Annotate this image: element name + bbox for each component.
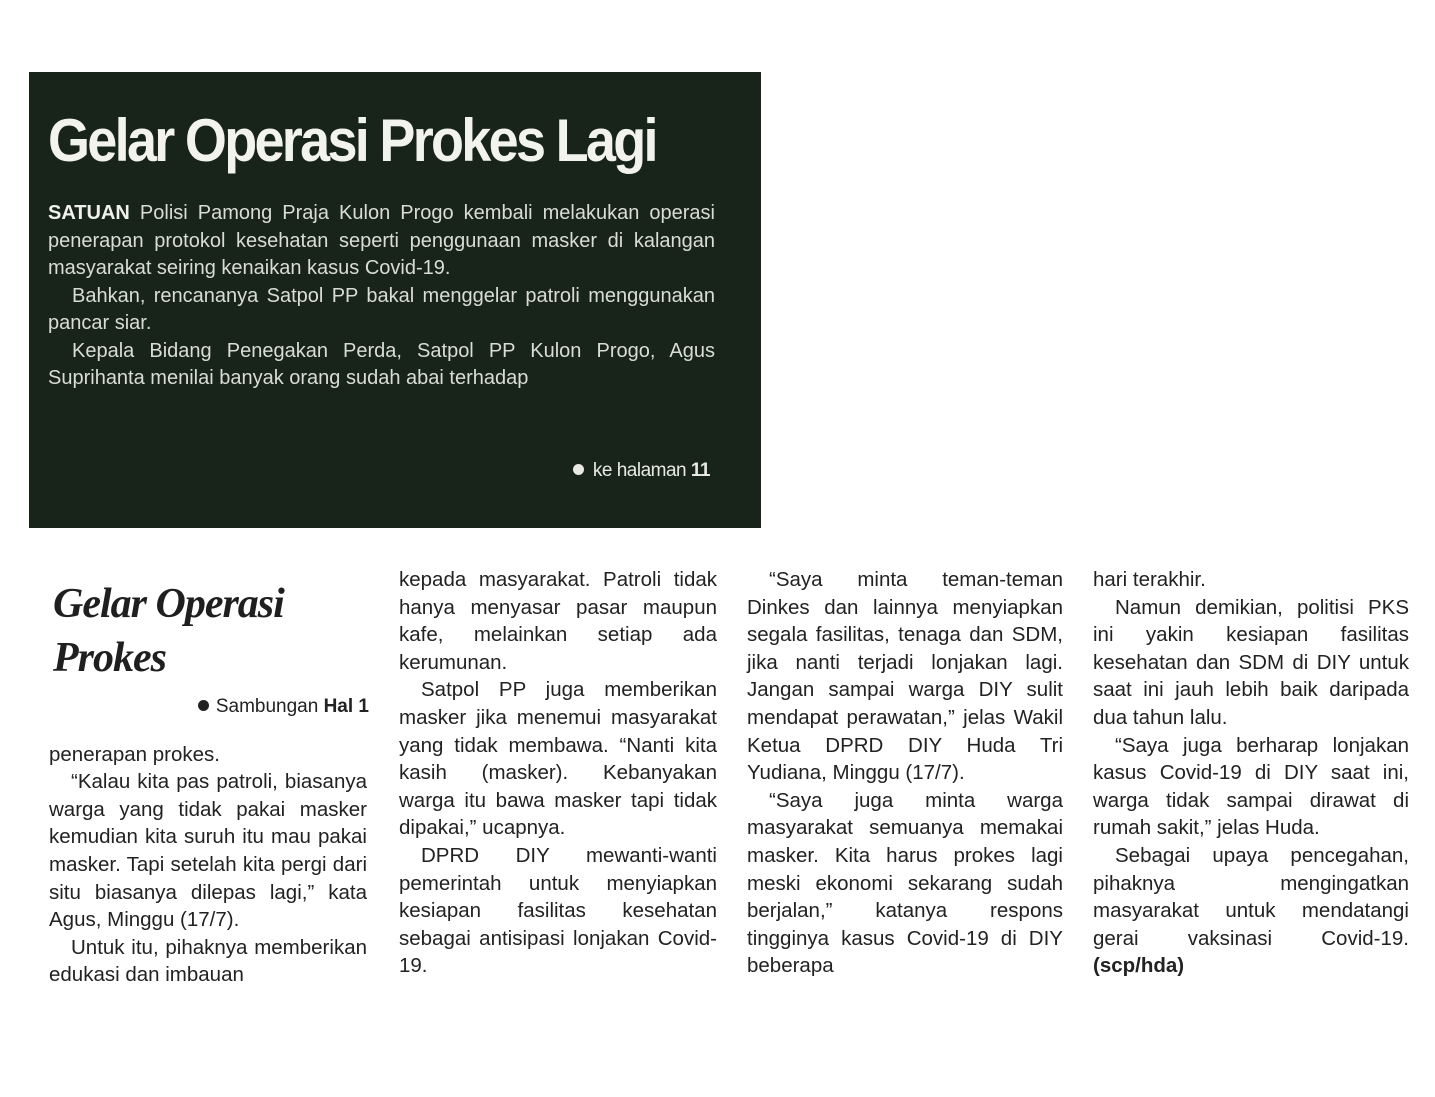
article-paragraph: “Saya minta teman-teman Dinkes dan lainnya menyiapkan segala fasilitas, tenaga dan SDM, jika nanti terjadi lonjakan lagi. Jangan sampai warga DIY sulit mendapat perawatan,” jelas Wakil Ketua DPRD DIY Huda Tri Yudiana, Minggu (17/7). — [747, 568, 1063, 785]
article-paragraph: “Saya juga minta warga masyarakat semuanya memakai masker. Kita harus prokes lagi meski ekonomi sekarang sudah berjalan,” katanya respons tingginya kasus Covid-19 di DIY beberapa — [747, 788, 1063, 978]
page-jump-reference — [573, 460, 710, 482]
page-jump-text: ke halaman — [592, 460, 691, 481]
article-final-text: Sebagai upaya pencegahan, pihaknya mengingatkan masyarakat untuk mendatangi gerai vaksinasi Covid-19. — [1093, 843, 1409, 950]
article-paragraph: “Saya juga berharap lonjakan kasus Covid-19 di DIY saat ini, warga tidak sampai dirawat di rumah sakit,” jelas Huda. — [1093, 733, 1409, 840]
continuation-ref-text: Sambungan — [215, 696, 324, 717]
bullet-icon — [573, 464, 584, 475]
article-paragraph: DPRD DIY mewanti-wanti pemerintah untuk menyiapkan kesiapan fasilitas kesehatan sebagai antisipasi lonjakan Covid-19. — [399, 843, 717, 978]
front-teaser-box — [29, 72, 761, 528]
front-body — [48, 200, 715, 393]
article-column-3 — [747, 566, 1063, 980]
continuation-headline: Gelar Operasi Prokes — [53, 581, 284, 681]
article-paragraph: hari terakhir. — [1093, 568, 1206, 591]
article-paragraph-last — [1093, 842, 1409, 980]
page-jump-number: 11 — [690, 460, 710, 481]
front-headline: Gelar Operasi Prokes Lagi — [48, 107, 656, 174]
bullet-icon — [198, 700, 209, 711]
continuation-reference — [49, 693, 369, 721]
lead-word: SATUAN — [48, 202, 130, 224]
article-paragraph: Untuk itu, pihaknya memberikan edukasi dan imbauan — [49, 935, 367, 987]
article-paragraph: kepada masyarakat. Patroli tidak hanya menyasar pasar maupun kafe, melainkan setiap ada kerumunan. — [399, 568, 717, 674]
front-paragraph-1 — [48, 200, 715, 283]
front-paragraph-1-text: Polisi Pamong Praja Kulon Progo kembali melakukan operasi penerapan protokol kesehatan seperti penggunaan masker di kalangan masyarakat seiring kenaikan kasus Covid-19. — [48, 202, 715, 279]
article-paragraph: Namun demikian, politisi PKS ini yakin kesiapan fasilitas kesehatan dan SDM di DIY untuk saat ini jauh lebih baik daripada dua tahun lalu. — [1093, 595, 1409, 729]
continuation-ref-page: Hal 1 — [323, 696, 369, 717]
article-paragraph: “Kalau kita pas patroli, biasanya warga yang tidak pakai masker kemudian kita suruh itu mau pakai masker. Tapi setelah kita pergi dari situ biasanya dilepas lagi,” kata Agus, Minggu (17/7). — [49, 770, 367, 932]
byline: (scp/hda) — [1093, 954, 1185, 978]
article-column-4 — [1093, 566, 1409, 980]
article-paragraph: penerapan prokes. — [49, 742, 220, 766]
article-paragraph: Satpol PP juga memberikan masker jika menemui masyarakat yang tidak membawa. “Nanti kita kasih (masker). Kebanyakan warga itu bawa masker tapi tidak dipakai,” ucapnya. — [399, 678, 717, 840]
article-column-1 — [49, 577, 367, 989]
front-paragraph-2: Bahkan, rencananya Satpol PP bakal menggelar patroli menggunakan pancar siar. — [48, 284, 715, 334]
article-column-2 — [399, 566, 717, 980]
front-paragraph-3: Kepala Bidang Penegakan Perda, Satpol PP Kulon Progo, Agus Suprihanta menilai banyak orang sudah abai terhadap — [48, 339, 715, 389]
